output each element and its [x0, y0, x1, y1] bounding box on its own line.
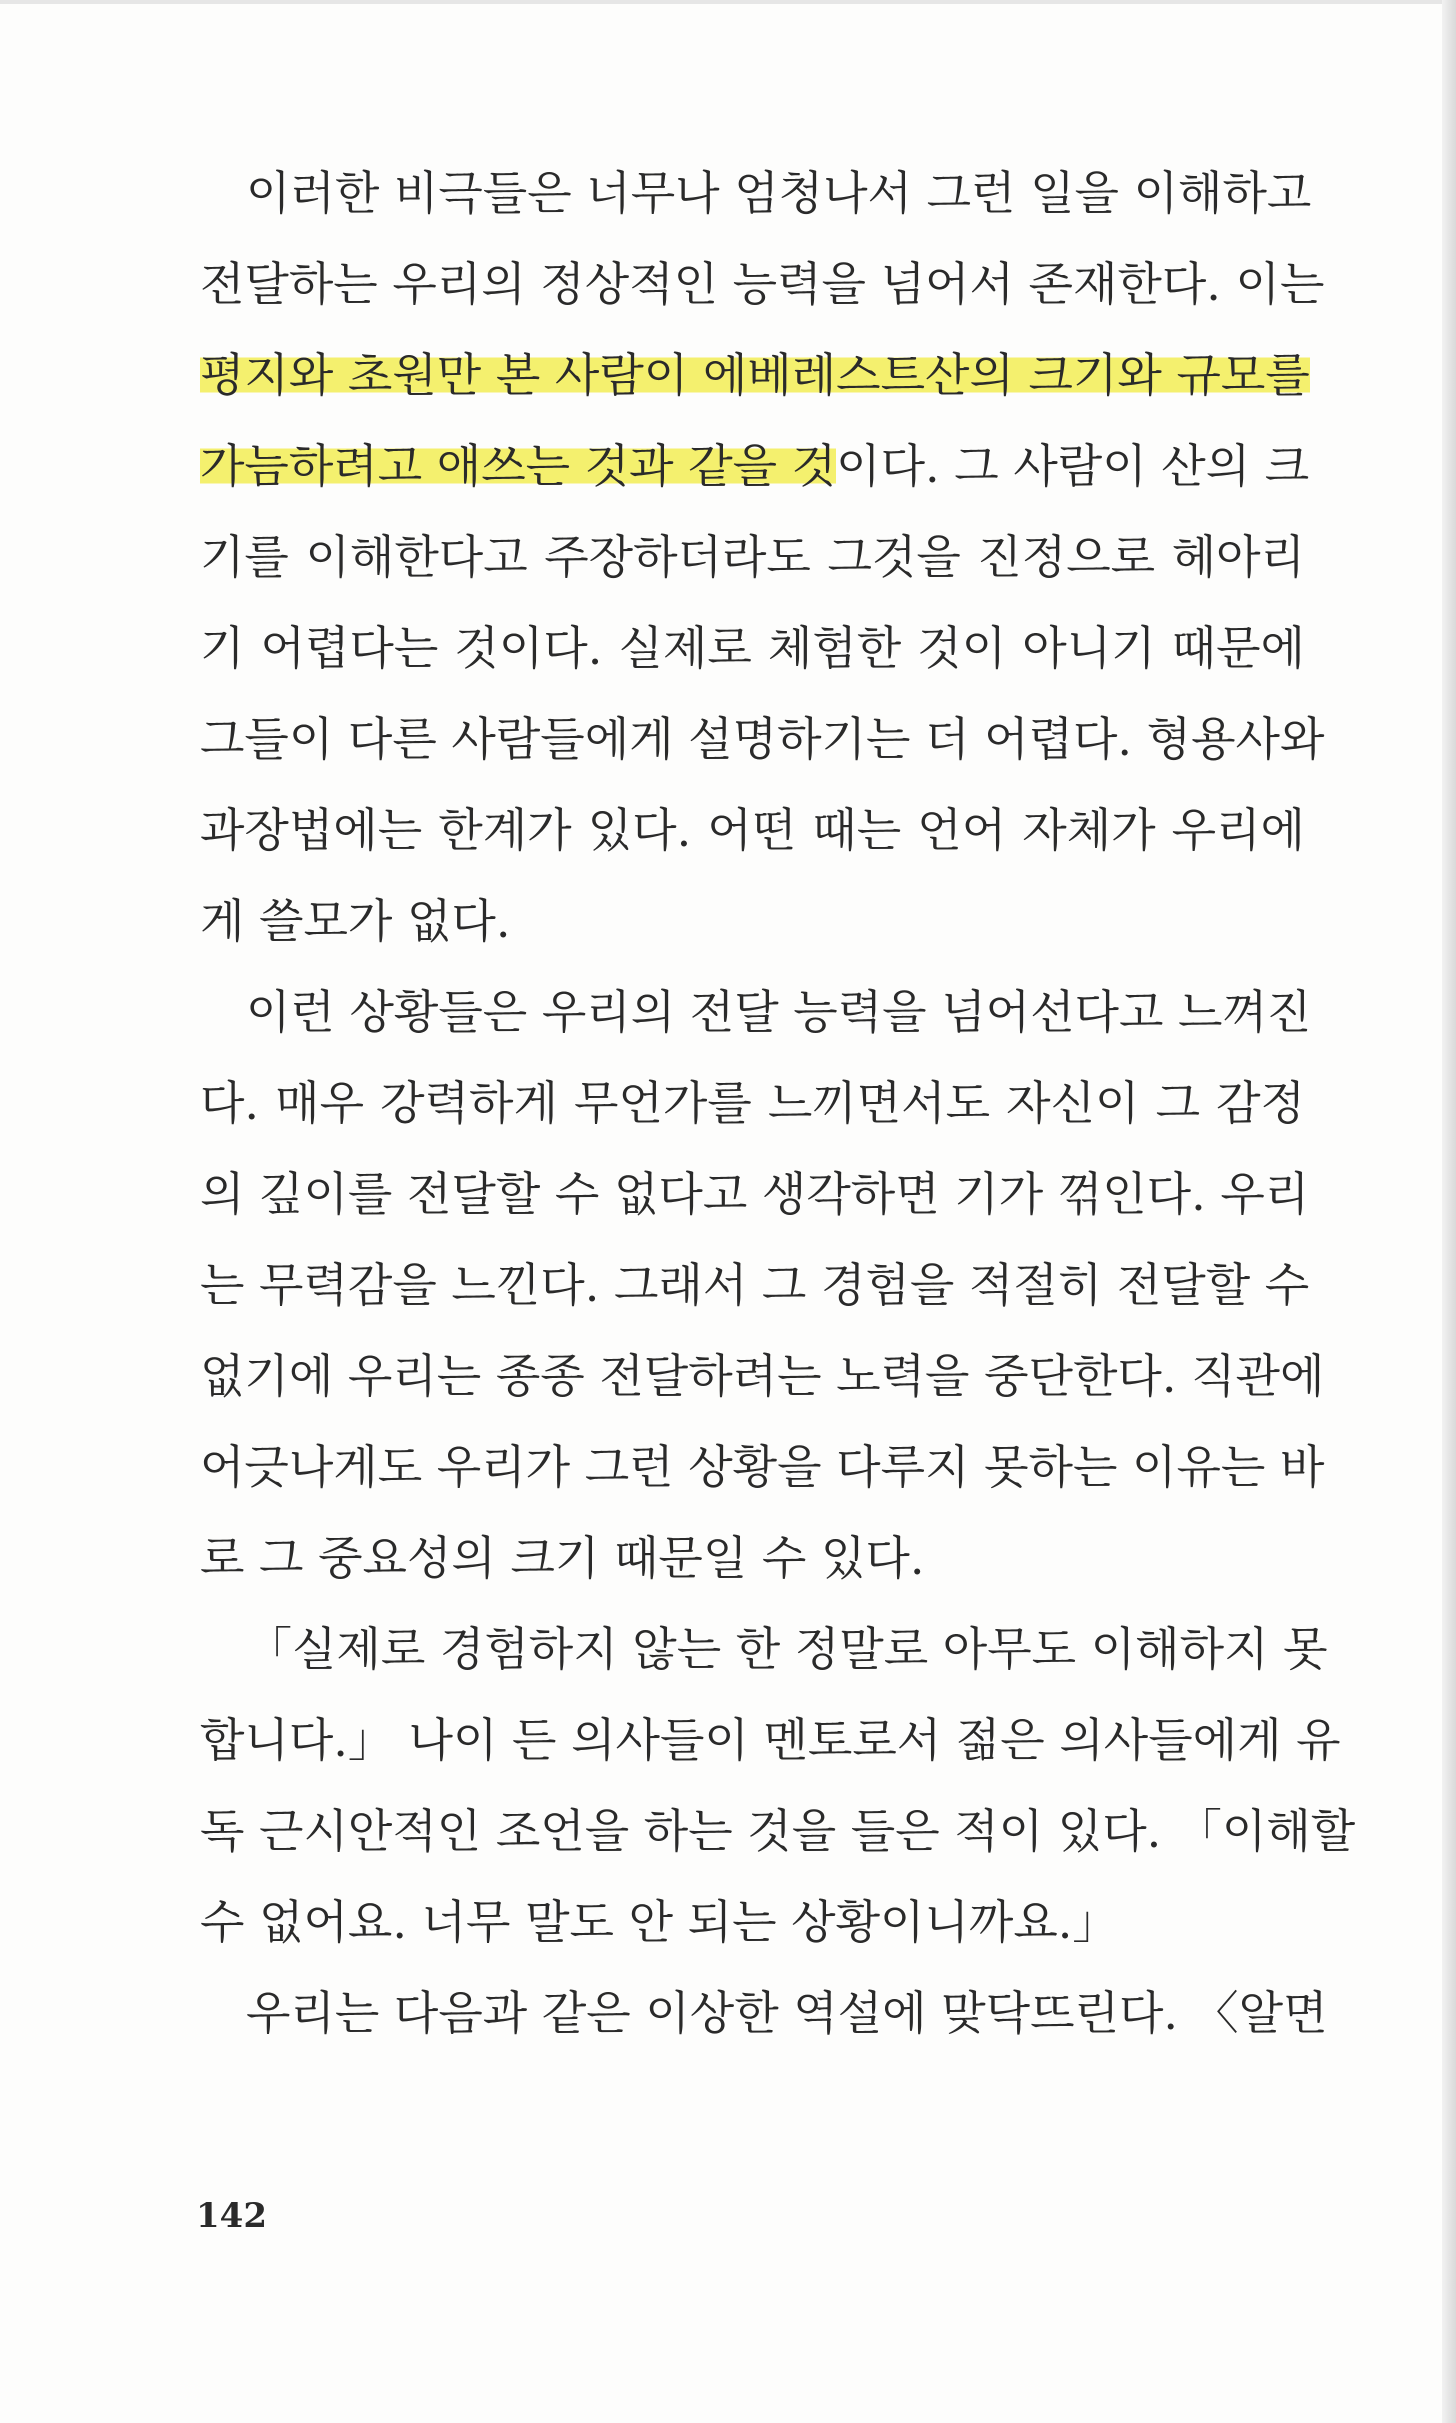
line-text: 이런 상황들은 우리의 전달 능력을 넘어선다고 느껴진 [246, 985, 1312, 1039]
line-text: 우리는 다음과 같은 이상한 역설에 맞닥뜨린다. 〈알면 [246, 1986, 1328, 2040]
line-text: 없기에 우리는 종종 전달하려는 노력을 중단한다. 직관에 [200, 1349, 1325, 1403]
line-text: 는 무력감을 느낀다. 그래서 그 경험을 적절히 전달할 수 [200, 1258, 1310, 1312]
line-text: 의 깊이를 전달할 수 없다고 생각하면 기가 꺾인다. 우리 [200, 1167, 1310, 1221]
line-text: 기 어렵다는 것이다. 실제로 체험한 것이 아니기 때문에 [200, 621, 1305, 675]
text-line [200, 967, 1312, 1058]
text-line [200, 1149, 1310, 1240]
line-text: 합니다.」 나이 든 의사들이 멘토로서 젊은 의사들에게 유 [200, 1713, 1341, 1767]
line-text: 이다. 그 사람이 산의 크 [836, 439, 1310, 493]
line-text: 로 그 중요성의 크기 때문일 수 있다. [200, 1531, 925, 1585]
line-text: 전달하는 우리의 정상적인 능력을 넘어서 존재한다. 이는 [200, 257, 1325, 311]
line-text: 과장법에는 한계가 있다. 어떤 때는 언어 자체가 우리에 [200, 803, 1305, 857]
page-right-edge [1442, 0, 1456, 2423]
text-line [200, 330, 1310, 421]
text-line [200, 1240, 1310, 1331]
line-text: 이러한 비극들은 너무나 엄청나서 그런 일을 이해하고 [246, 166, 1312, 220]
text-line [200, 1331, 1325, 1422]
line-text: 그들이 다른 사람들에게 설명하기는 더 어렵다. 형용사와 [200, 712, 1325, 766]
text-line [200, 1968, 1328, 2059]
text-line [200, 1422, 1325, 1513]
highlighted-text: 가늠하려고 애쓰는 것과 같을 것 [200, 439, 837, 493]
text-line [200, 603, 1305, 694]
text-line [200, 876, 1305, 967]
line-text: 기를 이해한다고 주장하더라도 그것을 진정으로 헤아리 [200, 530, 1305, 584]
text-line [200, 1695, 1341, 1786]
text-line [200, 512, 1305, 603]
page-number: 142 [196, 2196, 267, 2236]
line-text: 다. 매우 강력하게 무언가를 느끼면서도 자신이 그 감정 [200, 1076, 1305, 1130]
text-line [200, 1513, 1305, 1604]
text-line [200, 1877, 1305, 1968]
highlighted-text: 평지와 초원만 본 사람이 에베레스트산의 크기와 규모를 [200, 348, 1310, 402]
text-line [200, 239, 1325, 330]
text-line [200, 148, 1312, 239]
text-line [200, 785, 1305, 876]
text-line [200, 694, 1325, 785]
page-top-edge [0, 0, 1456, 4]
line-text: 어긋나게도 우리가 그런 상황을 다루지 못하는 이유는 바 [200, 1440, 1325, 1494]
line-text: 수 없어요. 너무 말도 안 되는 상황이니까요.」 [200, 1895, 1119, 1949]
text-line [200, 1604, 1328, 1695]
line-text: 「실제로 경험하지 않는 한 정말로 아무도 이해하지 못 [246, 1622, 1328, 1676]
line-text: 게 쓸모가 없다. [200, 894, 511, 948]
text-line [200, 421, 1310, 512]
text-line [200, 1786, 1356, 1877]
text-line [200, 1058, 1305, 1149]
line-text: 독 근시안적인 조언을 하는 것을 들은 적이 있다. 「이해할 [200, 1804, 1356, 1858]
body-text [200, 148, 1356, 2059]
